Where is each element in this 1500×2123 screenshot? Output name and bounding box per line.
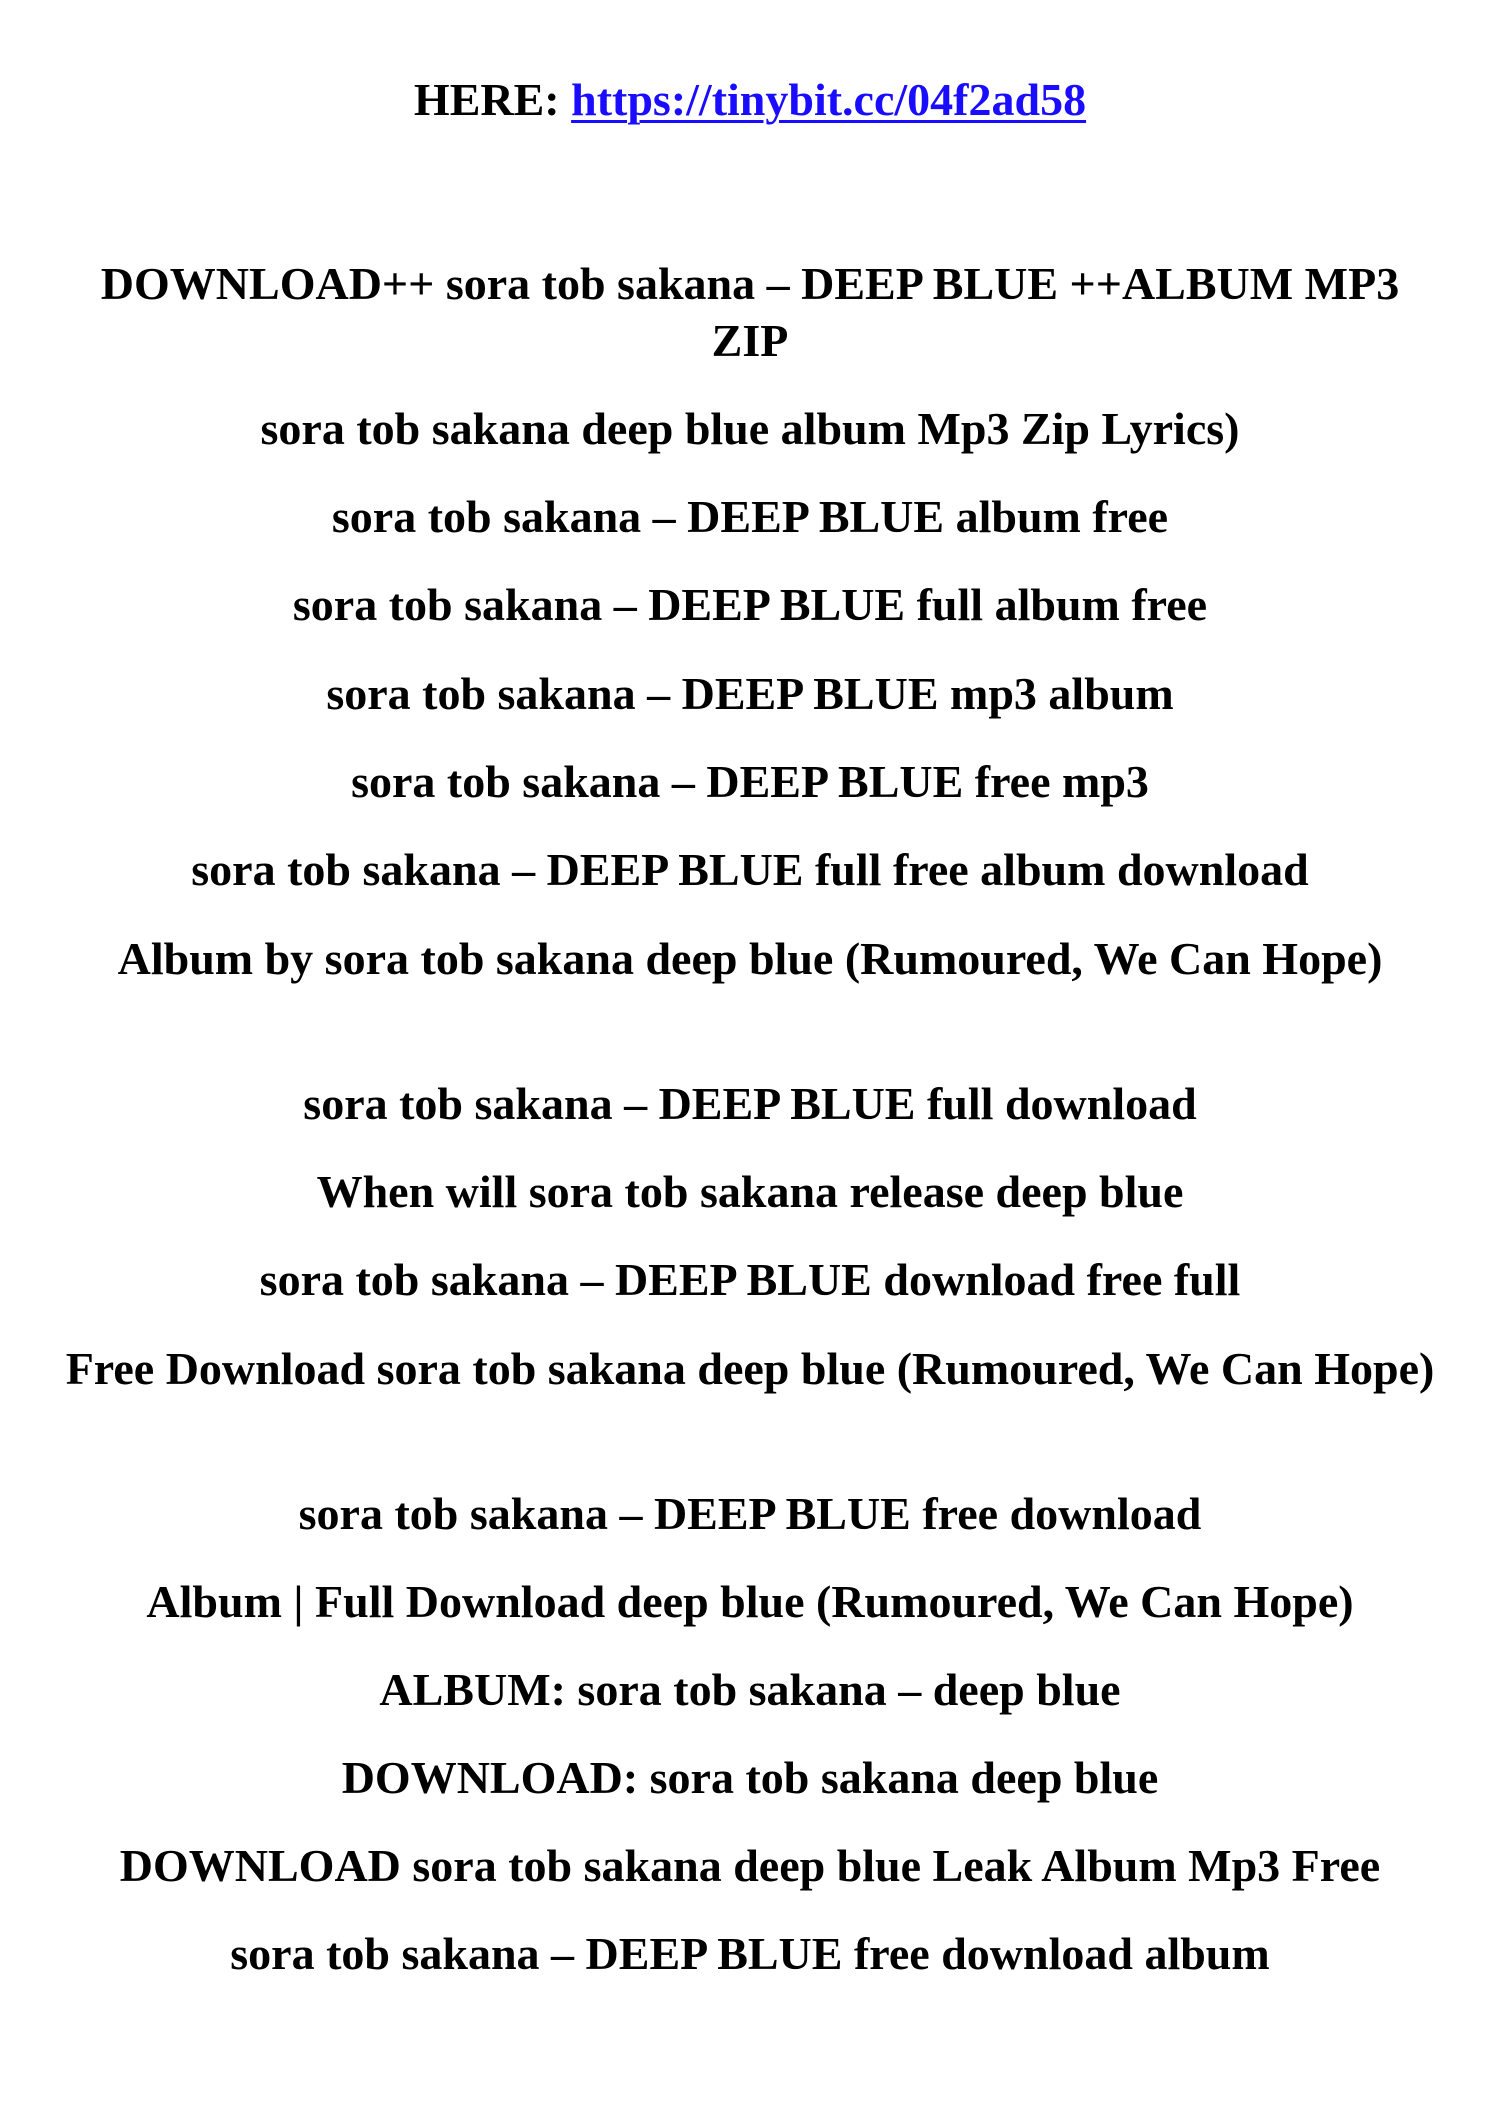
text-line: sora tob sakana – DEEP BLUE free download album [230, 1928, 1270, 1979]
text-line: sora tob sakana deep blue album Mp3 Zip Lyrics) [260, 403, 1240, 454]
download-header [0, 72, 1500, 128]
text-line: sora tob sakana – DEEP BLUE album free [331, 491, 1169, 542]
text-line: sora tob sakana – DEEP BLUE free download [298, 1488, 1202, 1539]
text-line: ALBUM: sora tob sakana – deep blue [379, 1664, 1121, 1715]
text-line: Album by sora tob sakana deep blue (Rumoured, We Can Hope) [117, 933, 1383, 984]
text-line: sora tob sakana – DEEP BLUE free mp3 [351, 756, 1149, 807]
text-line: DOWNLOAD: sora tob sakana deep blue [341, 1752, 1159, 1803]
title-line: DOWNLOAD++ sora tob sakana – DEEP BLUE ++ALBUM MP3 ZIP [100, 258, 1400, 366]
text-line: Free Download sora tob sakana deep blue (Rumoured, We Can Hope) [65, 1343, 1435, 1394]
text-line: Album | Full Download deep blue (Rumoured, We Can Hope) [146, 1576, 1354, 1627]
text-line: When will sora tob sakana release deep blue [316, 1166, 1184, 1217]
text-line: sora tob sakana – DEEP BLUE mp3 album [326, 668, 1174, 719]
text-line: sora tob sakana – DEEP BLUE full free album download [191, 844, 1309, 895]
text-line: sora tob sakana – DEEP BLUE full download [303, 1078, 1197, 1129]
download-link[interactable]: https://tinybit.cc/04f2ad58 [571, 74, 1087, 125]
text-line: sora tob sakana – DEEP BLUE download free full [259, 1254, 1241, 1305]
text-line: sora tob sakana – DEEP BLUE full album free [292, 579, 1208, 630]
text-line: DOWNLOAD sora tob sakana deep blue Leak Album Mp3 Free [119, 1840, 1381, 1891]
header-prefix: HERE: [413, 74, 560, 125]
